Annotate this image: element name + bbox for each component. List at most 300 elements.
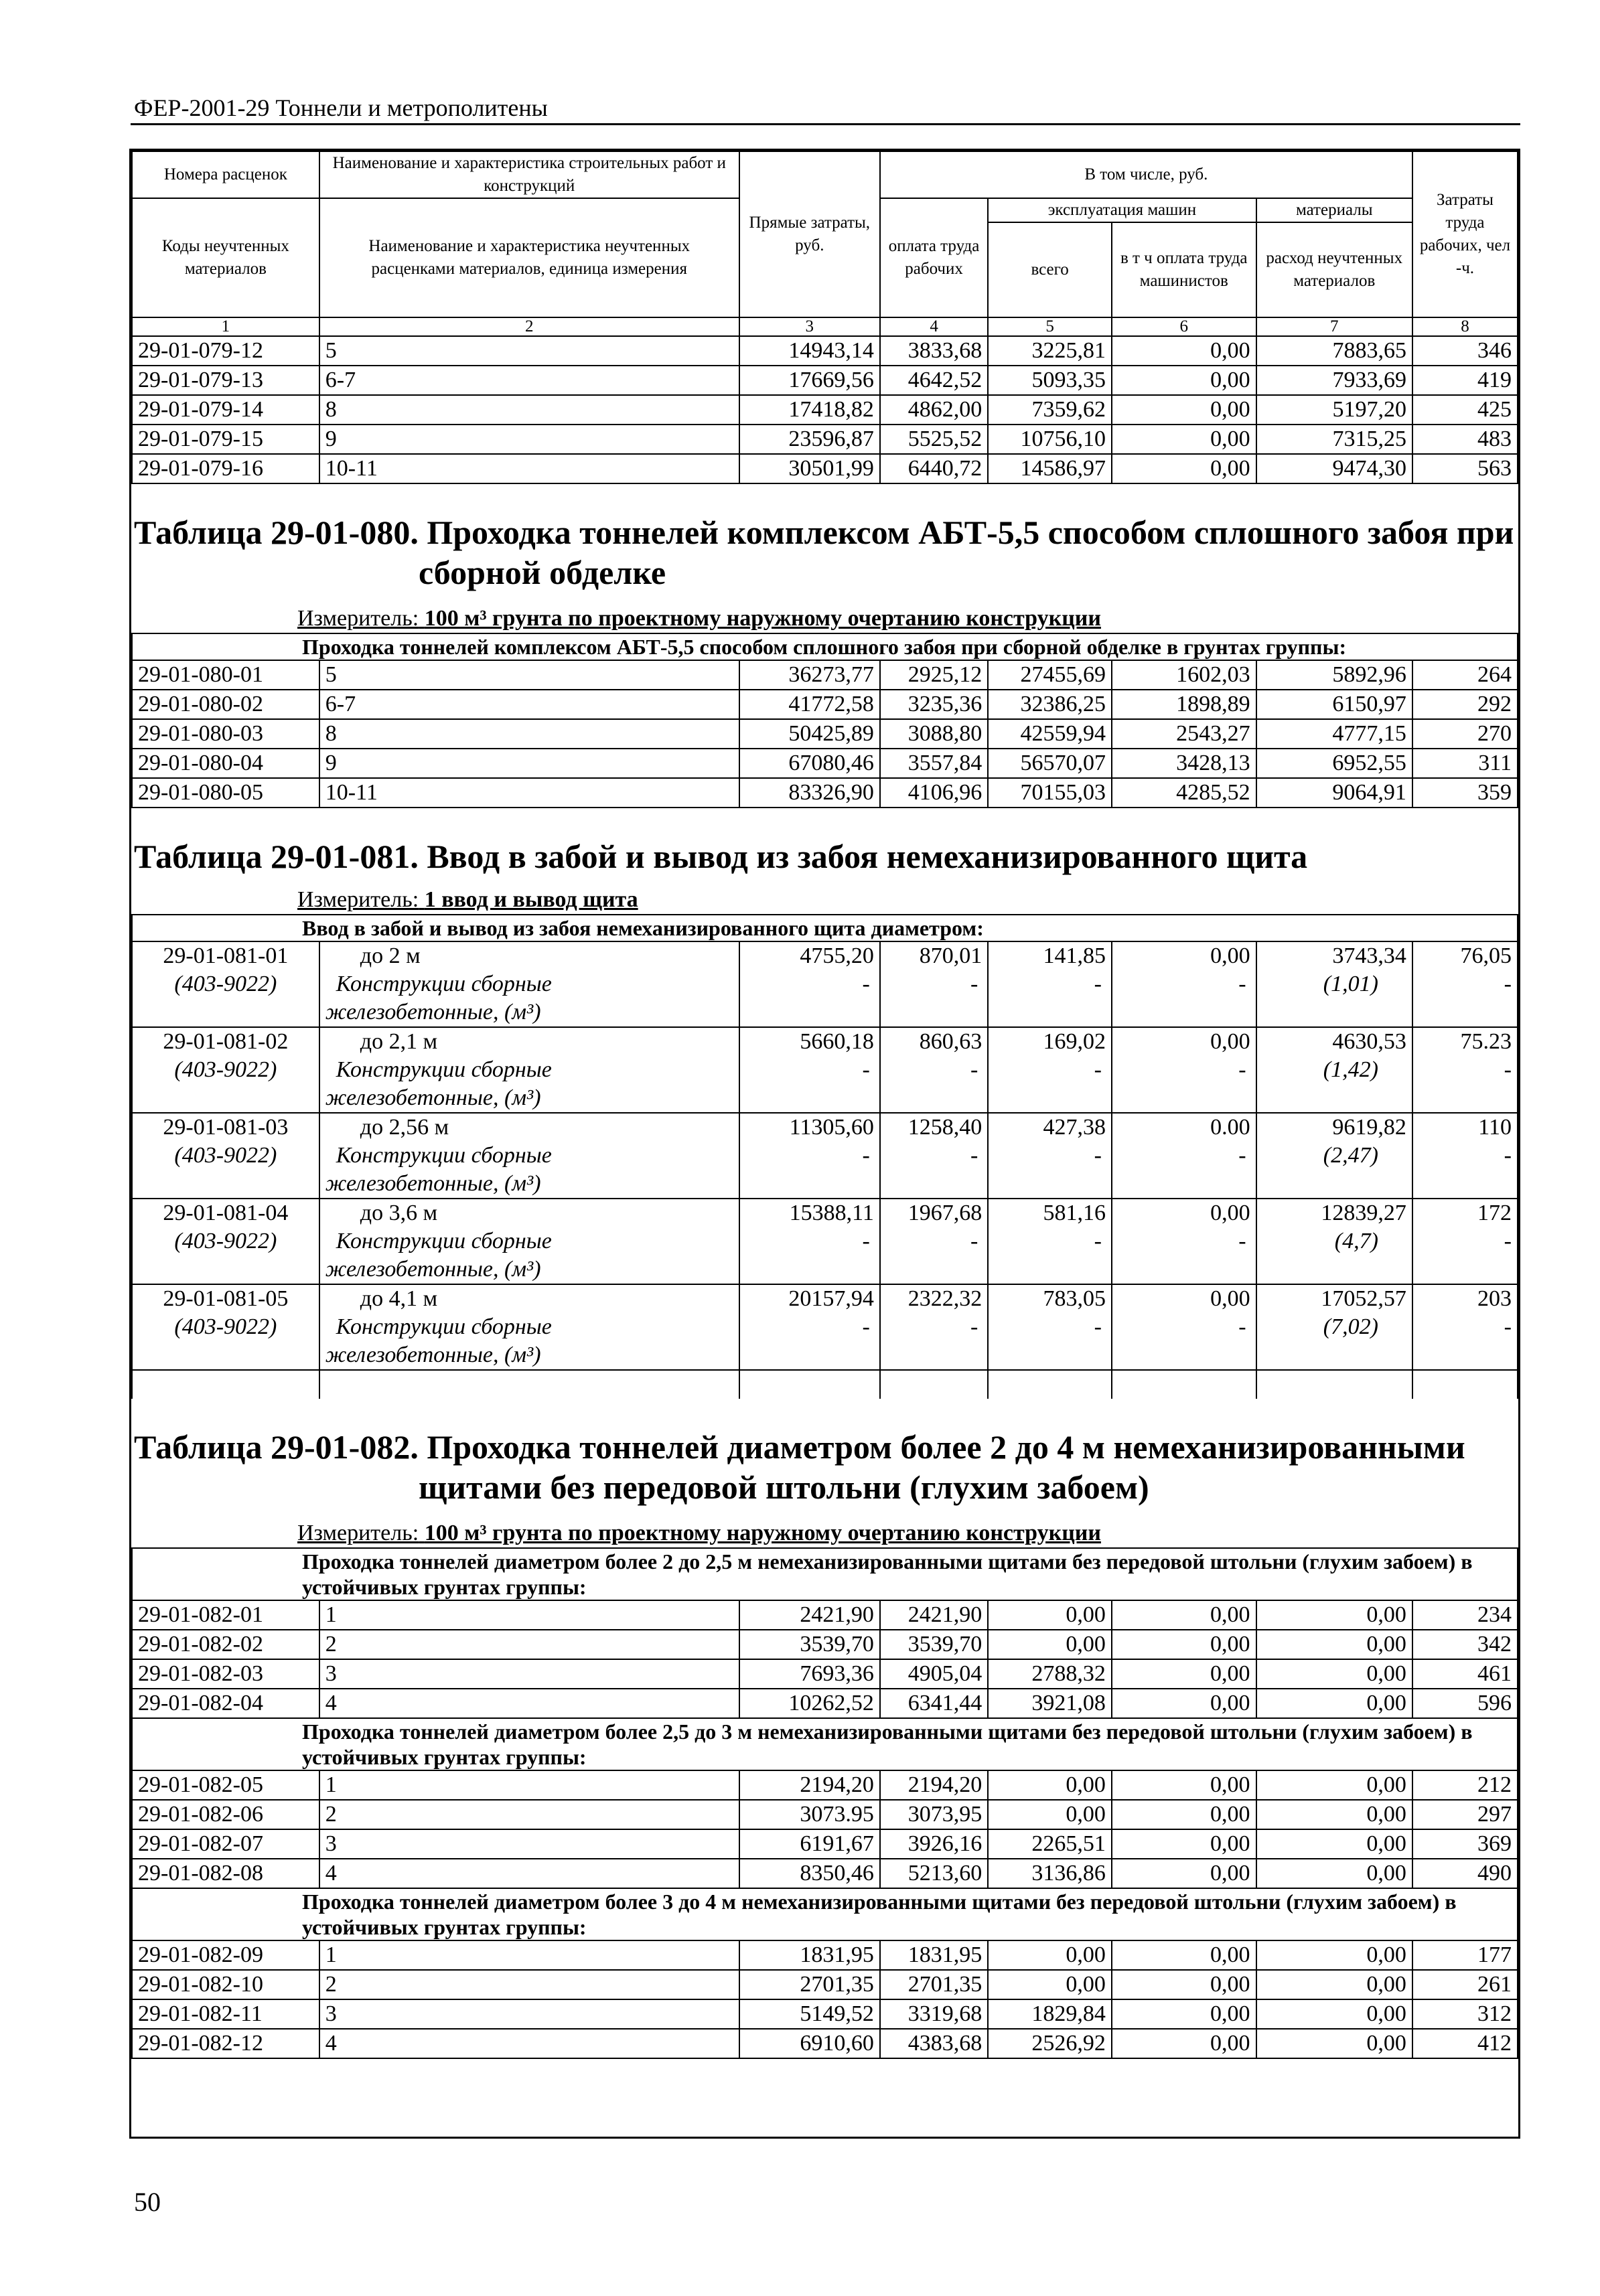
- workers-pay: 1967,68: [880, 1199, 988, 1227]
- table-082-row: [132, 1600, 1518, 1630]
- workers-pay: 4106,96: [880, 778, 988, 808]
- col-machines: эксплуатация машин: [988, 198, 1256, 222]
- rate-code: 29-01-080-04: [132, 749, 319, 778]
- direct-costs: 23596,87: [739, 425, 880, 454]
- machines-total: 0,00: [988, 1800, 1112, 1829]
- dash: -: [739, 1142, 880, 1170]
- rate-code: 29-01-082-01: [132, 1600, 319, 1630]
- labor-hours: 419: [1412, 366, 1518, 395]
- workers-pay: 1258,40: [880, 1113, 988, 1142]
- table-082-row: [132, 1659, 1518, 1689]
- table-082-row: [132, 1859, 1518, 1888]
- materials-cost: 5197,20: [1256, 395, 1412, 425]
- table-082-row: [132, 1689, 1518, 1718]
- material-unit: железобетонные, (м³): [319, 1341, 739, 1370]
- rate-code: 29-01-082-02: [132, 1630, 319, 1659]
- material-name: Конструкции сборные: [319, 970, 739, 998]
- table-079-row: [132, 336, 1518, 366]
- machinists-pay: 0,00: [1112, 1600, 1256, 1630]
- direct-costs: 2194,20: [739, 1770, 880, 1800]
- material-unit: железобетонные, (м³): [319, 1170, 739, 1199]
- direct-costs: 8350,46: [739, 1859, 880, 1888]
- dash: -: [1412, 970, 1518, 998]
- machines-total: 5093,35: [988, 366, 1112, 395]
- rate-code: 29-01-082-12: [132, 2029, 319, 2058]
- materials-cost: 9474,30: [1256, 454, 1412, 483]
- labor-hours: 490: [1412, 1859, 1518, 1888]
- machines-total: 27455,69: [988, 660, 1112, 690]
- soil-group: 1: [319, 1770, 739, 1800]
- rate-code: 29-01-081-05: [132, 1284, 319, 1313]
- materials-cost: 7883,65: [1256, 336, 1412, 366]
- table-079-row: [132, 454, 1518, 483]
- labor-hours: 75.23: [1412, 1027, 1518, 1056]
- soil-group: 1: [319, 1940, 739, 1970]
- table-080-row: [132, 690, 1518, 719]
- soil-group: 9: [319, 425, 739, 454]
- machinists-pay: 1602,03: [1112, 660, 1256, 690]
- table-082-measure: Измеритель: 100 м³ грунта по проектному наружному очертанию конструкции: [297, 1521, 1101, 1545]
- labor-hours: 270: [1412, 719, 1518, 749]
- direct-costs: 3539,70: [739, 1630, 880, 1659]
- direct-costs: 6910,60: [739, 2029, 880, 2058]
- machines-total: 56570,07: [988, 749, 1112, 778]
- machinists-pay: 0,00: [1112, 1284, 1256, 1313]
- material-code: (403-9022): [132, 1056, 319, 1084]
- labor-hours: 312: [1412, 1999, 1518, 2029]
- soil-group: 10-11: [319, 454, 739, 483]
- workers-pay: 6440,72: [880, 454, 988, 483]
- workers-pay: 2194,20: [880, 1770, 988, 1800]
- machines-total: 2526,92: [988, 2029, 1112, 2058]
- machinists-pay: 0,00: [1112, 395, 1256, 425]
- labor-hours: 110: [1412, 1113, 1518, 1142]
- materials-cost: 0,00: [1256, 1770, 1412, 1800]
- labor-hours: 203: [1412, 1284, 1518, 1313]
- table-082-band: Проходка тоннелей диаметром более 3 до 4 м немеханизированными щитами без передовой штольни (глухим забоем) в устойчивых грунтах группы:: [132, 1888, 1518, 1940]
- table-081-row: [132, 1113, 1518, 1142]
- shield-diameter: до 2,1 м: [319, 1027, 739, 1056]
- direct-costs: 36273,77: [739, 660, 880, 690]
- machinists-pay: 0,00: [1112, 1859, 1256, 1888]
- machinists-pay: 0.00: [1112, 1113, 1256, 1142]
- material-quantity: (7,02): [1256, 1313, 1412, 1341]
- workers-pay: 3073,95: [880, 1800, 988, 1829]
- soil-group: 4: [319, 1859, 739, 1888]
- materials-cost: 0,00: [1256, 1630, 1412, 1659]
- rates-table: [131, 151, 1518, 484]
- material-quantity: (2,47): [1256, 1142, 1412, 1170]
- rate-code: 29-01-081-03: [132, 1113, 319, 1142]
- material-code: (403-9022): [132, 1227, 319, 1255]
- soil-group: 1: [319, 1600, 739, 1630]
- machines-total: 14586,97: [988, 454, 1112, 483]
- workers-pay: 6341,44: [880, 1689, 988, 1718]
- table-080-measure: Измеритель: 100 м³ грунта по проектному наружному очертанию конструкции: [297, 606, 1101, 631]
- machinists-pay: 0,00: [1112, 1689, 1256, 1718]
- labor-hours: 212: [1412, 1770, 1518, 1800]
- dash: -: [1112, 1313, 1256, 1341]
- machines-total: 7359,62: [988, 395, 1112, 425]
- tables-frame: [129, 149, 1520, 2139]
- workers-pay: 2701,35: [880, 1970, 988, 1999]
- labor-hours: 261: [1412, 1970, 1518, 1999]
- machinists-pay: 0,00: [1112, 454, 1256, 483]
- material-name: Конструкции сборные: [319, 1142, 739, 1170]
- dash: -: [880, 1313, 988, 1341]
- workers-pay: 4905,04: [880, 1659, 988, 1689]
- machinists-pay: 0,00: [1112, 1829, 1256, 1859]
- machinists-pay: 0,00: [1112, 366, 1256, 395]
- table-080-row: [132, 719, 1518, 749]
- rate-code: 29-01-082-07: [132, 1829, 319, 1859]
- workers-pay: 5525,52: [880, 425, 988, 454]
- rate-code: 29-01-082-11: [132, 1999, 319, 2029]
- materials-cost: 4630,53: [1256, 1027, 1412, 1056]
- dash: -: [1112, 970, 1256, 998]
- material-unit: железобетонные, (м³): [319, 998, 739, 1027]
- rate-code: 29-01-080-02: [132, 690, 319, 719]
- machines-total: 0,00: [988, 1970, 1112, 1999]
- materials-cost: 7933,69: [1256, 366, 1412, 395]
- table-082-row: [132, 1630, 1518, 1659]
- labor-hours: 172: [1412, 1199, 1518, 1227]
- table-079-row: [132, 425, 1518, 454]
- dash: -: [1412, 1313, 1518, 1341]
- dash: -: [988, 1056, 1112, 1084]
- dash: -: [988, 1227, 1112, 1255]
- workers-pay: 1831,95: [880, 1940, 988, 1970]
- direct-costs: 20157,94: [739, 1284, 880, 1313]
- col-materials-name: Наименование и характеристика неучтенных расценками материалов, единица измерения: [319, 198, 739, 317]
- soil-group: 8: [319, 395, 739, 425]
- machines-total: 0,00: [988, 1600, 1112, 1630]
- table-082: [131, 1547, 1518, 2059]
- dash: -: [1412, 1142, 1518, 1170]
- table-080: [131, 633, 1518, 808]
- table-080-row: [132, 660, 1518, 690]
- direct-costs: 3073.95: [739, 1800, 880, 1829]
- dash: -: [1412, 1056, 1518, 1084]
- machinists-pay: 0,00: [1112, 1659, 1256, 1689]
- shield-diameter: до 4,1 м: [319, 1284, 739, 1313]
- materials-cost: 6150,97: [1256, 690, 1412, 719]
- labor-hours: 264: [1412, 660, 1518, 690]
- table-082-band: Проходка тоннелей диаметром более 2 до 2,5 м немеханизированными щитами без передовой штольни (глухим забоем) в устойчивых грунтах группы:: [132, 1548, 1518, 1600]
- table-082-row: [132, 1829, 1518, 1859]
- machinists-pay: 0,00: [1112, 1970, 1256, 1999]
- material-code: (403-9022): [132, 970, 319, 998]
- dash: -: [1112, 1056, 1256, 1084]
- soil-group: 5: [319, 660, 739, 690]
- dash: -: [880, 1227, 988, 1255]
- direct-costs: 5660,18: [739, 1027, 880, 1056]
- material-code: (403-9022): [132, 1313, 319, 1341]
- workers-pay: 4383,68: [880, 2029, 988, 2058]
- table-081-row: [132, 1027, 1518, 1056]
- labor-hours: 342: [1412, 1630, 1518, 1659]
- shield-diameter: до 2 м: [319, 941, 739, 970]
- machinists-pay: 0,00: [1112, 1770, 1256, 1800]
- machinists-pay: 0,00: [1112, 1027, 1256, 1056]
- materials-cost: 0,00: [1256, 1859, 1412, 1888]
- rate-code: 29-01-082-10: [132, 1970, 319, 1999]
- rate-code: 29-01-080-03: [132, 719, 319, 749]
- page-number: 50: [134, 2187, 161, 2217]
- material-name: Конструкции сборные: [319, 1227, 739, 1255]
- workers-pay: 3235,36: [880, 690, 988, 719]
- materials-cost: 12839,27: [1256, 1199, 1412, 1227]
- materials-cost: 0,00: [1256, 1999, 1412, 2029]
- direct-costs: 83326,90: [739, 778, 880, 808]
- col-material-codes: Коды неучтенных материалов: [132, 198, 319, 317]
- dash: -: [739, 970, 880, 998]
- table-080-row: [132, 778, 1518, 808]
- machines-total: 783,05: [988, 1284, 1112, 1313]
- table-081-material-row: [132, 1056, 1518, 1084]
- soil-group: 4: [319, 2029, 739, 2058]
- table-081-material-unit-row: [132, 1255, 1518, 1284]
- table-079-row: [132, 366, 1518, 395]
- table-081: [131, 914, 1518, 1399]
- col-workers-pay: оплата труда рабочих: [880, 198, 988, 317]
- workers-pay: 3088,80: [880, 719, 988, 749]
- materials-cost: 4777,15: [1256, 719, 1412, 749]
- machines-total: 1829,84: [988, 1999, 1112, 2029]
- dash: -: [739, 1313, 880, 1341]
- table-080-title: Таблица 29-01-080. Проходка тоннелей комплексом АБТ-5,5 способом сплошного забоя при сборной обделке: [134, 514, 1514, 591]
- table-081-material-unit-row: [132, 1084, 1518, 1113]
- labor-hours: 234: [1412, 1600, 1518, 1630]
- soil-group: 3: [319, 1829, 739, 1859]
- table-081-material-row: [132, 1313, 1518, 1341]
- direct-costs: 6191,67: [739, 1829, 880, 1859]
- table-081-material-unit-row: [132, 1170, 1518, 1199]
- rate-code: 29-01-079-16: [132, 454, 319, 483]
- table-081-row: [132, 1284, 1518, 1313]
- materials-cost: 3743,34: [1256, 941, 1412, 970]
- rate-code: 29-01-082-03: [132, 1659, 319, 1689]
- table-081-material-row: [132, 970, 1518, 998]
- labor-hours: 425: [1412, 395, 1518, 425]
- material-name: Конструкции сборные: [319, 1056, 739, 1084]
- workers-pay: 870,01: [880, 941, 988, 970]
- materials-cost: 17052,57: [1256, 1284, 1412, 1313]
- labor-hours: 292: [1412, 690, 1518, 719]
- table-081-material-row: [132, 1142, 1518, 1170]
- table-082-title: Таблица 29-01-082. Проходка тоннелей диаметром более 2 до 4 м немеханизированными щитами без передовой штольни (глухим забоем): [134, 1428, 1465, 1506]
- materials-cost: 0,00: [1256, 2029, 1412, 2058]
- machines-total: 3921,08: [988, 1689, 1112, 1718]
- workers-pay: 860,63: [880, 1027, 988, 1056]
- col-materials-use: расход неучтенных материалов: [1256, 222, 1412, 317]
- machinists-pay: 0,00: [1112, 1800, 1256, 1829]
- machinists-pay: 0,00: [1112, 1940, 1256, 1970]
- rate-code: 29-01-082-05: [132, 1770, 319, 1800]
- dash: -: [1112, 1142, 1256, 1170]
- labor-hours: 563: [1412, 454, 1518, 483]
- machinists-pay: 0,00: [1112, 1630, 1256, 1659]
- table-081-rows: [132, 941, 1518, 1399]
- direct-costs: 2421,90: [739, 1600, 880, 1630]
- rate-code: 29-01-079-14: [132, 395, 319, 425]
- labor-hours: 596: [1412, 1689, 1518, 1718]
- direct-costs: 17669,56: [739, 366, 880, 395]
- rate-code: 29-01-080-05: [132, 778, 319, 808]
- dash: -: [1412, 1227, 1518, 1255]
- col-machinists-pay: в т ч оплата труда машинистов: [1112, 222, 1256, 317]
- machines-total: 70155,03: [988, 778, 1112, 808]
- table-080-band: Проходка тоннелей комплексом АБТ-5,5 способом сплошного забоя при сборной обделке в грунтах группы:: [132, 633, 1518, 660]
- table-081-row: [132, 941, 1518, 970]
- soil-group: 2: [319, 1630, 739, 1659]
- column-header: [132, 151, 1518, 336]
- machines-total: 169,02: [988, 1027, 1112, 1056]
- materials-cost: 0,00: [1256, 1829, 1412, 1859]
- dash: -: [988, 1142, 1112, 1170]
- machines-total: 10756,10: [988, 425, 1112, 454]
- direct-costs: 1831,95: [739, 1940, 880, 1970]
- direct-costs: 4755,20: [739, 941, 880, 970]
- workers-pay: 3833,68: [880, 336, 988, 366]
- direct-costs: 41772,58: [739, 690, 880, 719]
- machines-total: 0,00: [988, 1630, 1112, 1659]
- machinists-pay: 0,00: [1112, 336, 1256, 366]
- shield-diameter: до 3,6 м: [319, 1199, 739, 1227]
- table-081-title: Таблица 29-01-081. Ввод в забой и вывод из забоя немеханизированного щита: [134, 838, 1308, 875]
- machinists-pay: 3428,13: [1112, 749, 1256, 778]
- soil-group: 8: [319, 719, 739, 749]
- machinists-pay: 0,00: [1112, 1999, 1256, 2029]
- machinists-pay: 0,00: [1112, 425, 1256, 454]
- material-unit: железобетонные, (м³): [319, 1255, 739, 1284]
- workers-pay: 4862,00: [880, 395, 988, 425]
- rate-code: 29-01-082-09: [132, 1940, 319, 1970]
- soil-group: 2: [319, 1800, 739, 1829]
- materials-cost: 6952,55: [1256, 749, 1412, 778]
- table-082-row: [132, 1940, 1518, 1970]
- table-080-row: [132, 749, 1518, 778]
- direct-costs: 7693,36: [739, 1659, 880, 1689]
- materials-cost: 0,00: [1256, 1689, 1412, 1718]
- table-082-row: [132, 1770, 1518, 1800]
- direct-costs: 2701,35: [739, 1970, 880, 1999]
- materials-cost: 0,00: [1256, 1970, 1412, 1999]
- table-081-material-unit-row: [132, 998, 1518, 1027]
- dash: -: [1112, 1227, 1256, 1255]
- rate-code: 29-01-080-01: [132, 660, 319, 690]
- header-rule: [131, 123, 1520, 125]
- material-quantity: (4,7): [1256, 1227, 1412, 1255]
- labor-hours: 76,05: [1412, 941, 1518, 970]
- rate-code: 29-01-082-08: [132, 1859, 319, 1888]
- machinists-pay: 2543,27: [1112, 719, 1256, 749]
- dash: -: [988, 1313, 1112, 1341]
- direct-costs: 10262,52: [739, 1689, 880, 1718]
- direct-costs: 17418,82: [739, 395, 880, 425]
- soil-group: 10-11: [319, 778, 739, 808]
- labor-hours: 311: [1412, 749, 1518, 778]
- col-rates: Номера расценок: [132, 151, 319, 198]
- table-081-material-unit-row: [132, 1341, 1518, 1370]
- machines-total: 2265,51: [988, 1829, 1112, 1859]
- workers-pay: 2421,90: [880, 1600, 988, 1630]
- labor-hours: 297: [1412, 1800, 1518, 1829]
- machines-total: 2788,32: [988, 1659, 1112, 1689]
- materials-cost: 9619,82: [1256, 1113, 1412, 1142]
- rate-code: 29-01-079-15: [132, 425, 319, 454]
- col-materials: материалы: [1256, 198, 1412, 222]
- labor-hours: 369: [1412, 1829, 1518, 1859]
- machines-total: 0,00: [988, 1940, 1112, 1970]
- table-081-material-row: [132, 1227, 1518, 1255]
- direct-costs: 15388,11: [739, 1199, 880, 1227]
- column-numbers: 1 2 3 4 5 6 7 8: [132, 317, 1518, 336]
- rate-code: 29-01-081-01: [132, 941, 319, 970]
- workers-pay: 3557,84: [880, 749, 988, 778]
- col-works: Наименование и характеристика строительных работ и конструкций: [319, 151, 739, 198]
- dash: -: [880, 970, 988, 998]
- soil-group: 4: [319, 1689, 739, 1718]
- table-080-rows: [132, 660, 1518, 808]
- dash: -: [880, 1056, 988, 1084]
- machinists-pay: 4285,52: [1112, 778, 1256, 808]
- rate-code: 29-01-079-13: [132, 366, 319, 395]
- table-082-rows: [132, 1548, 1518, 2058]
- direct-costs: 30501,99: [739, 454, 880, 483]
- materials-cost: 5892,96: [1256, 660, 1412, 690]
- machines-total: 42559,94: [988, 719, 1112, 749]
- dash: -: [988, 970, 1112, 998]
- labor-hours: 359: [1412, 778, 1518, 808]
- materials-cost: 9064,91: [1256, 778, 1412, 808]
- table-082-row: [132, 1970, 1518, 1999]
- material-name: Конструкции сборные: [319, 1313, 739, 1341]
- machines-total: 32386,25: [988, 690, 1112, 719]
- machines-total: 427,38: [988, 1113, 1112, 1142]
- table-081-band: Ввод в забой и вывод из забоя немеханизированного щита диаметром:: [132, 915, 1518, 941]
- col-direct-costs: Прямые затраты, руб.: [739, 151, 880, 317]
- rate-code: 29-01-082-04: [132, 1689, 319, 1718]
- labor-hours: 412: [1412, 2029, 1518, 2058]
- direct-costs: 5149,52: [739, 1999, 880, 2029]
- soil-group: 2: [319, 1970, 739, 1999]
- labor-hours: 483: [1412, 425, 1518, 454]
- material-quantity: (1,42): [1256, 1056, 1412, 1084]
- soil-group: 6-7: [319, 690, 739, 719]
- dash: -: [880, 1142, 988, 1170]
- workers-pay: 3926,16: [880, 1829, 988, 1859]
- table-079-rows: [132, 336, 1518, 483]
- workers-pay: 4642,52: [880, 366, 988, 395]
- soil-group: 9: [319, 749, 739, 778]
- machines-total: 141,85: [988, 941, 1112, 970]
- labor-hours: 346: [1412, 336, 1518, 366]
- machinists-pay: 0,00: [1112, 941, 1256, 970]
- labor-hours: 461: [1412, 1659, 1518, 1689]
- rate-code: 29-01-081-02: [132, 1027, 319, 1056]
- dash: -: [739, 1227, 880, 1255]
- direct-costs: 67080,46: [739, 749, 880, 778]
- table-079-row: [132, 395, 1518, 425]
- dash: -: [739, 1056, 880, 1084]
- material-unit: железобетонные, (м³): [319, 1084, 739, 1113]
- rate-code: 29-01-079-12: [132, 336, 319, 366]
- workers-pay: 3319,68: [880, 1999, 988, 2029]
- table-081-measure: Измеритель: 1 ввод и вывод щита: [297, 887, 638, 912]
- machinists-pay: 1898,89: [1112, 690, 1256, 719]
- running-title: ФЕР-2001-29 Тоннели и метрополитены: [134, 94, 548, 121]
